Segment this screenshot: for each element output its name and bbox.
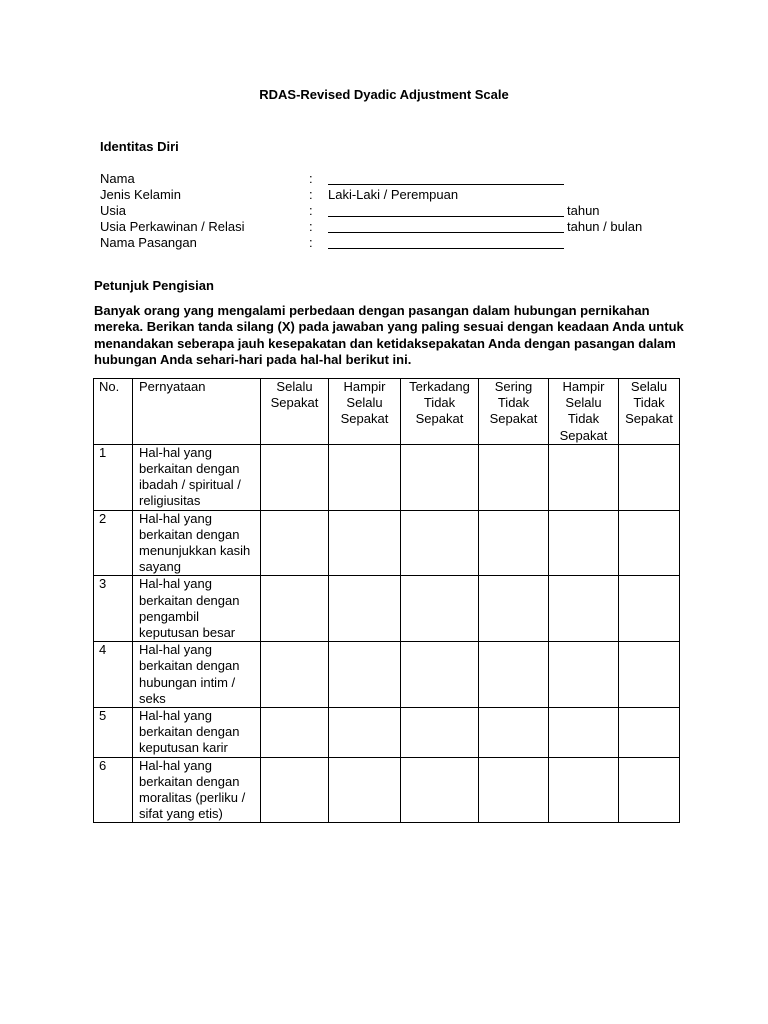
answer-cell[interactable]	[619, 576, 680, 642]
document-title: RDAS-Revised Dyadic Adjustment Scale	[259, 87, 509, 102]
row-number: 2	[94, 510, 133, 576]
answer-cell[interactable]	[619, 757, 680, 823]
row-number: 6	[94, 757, 133, 823]
answer-cell[interactable]	[619, 708, 680, 758]
answer-cell[interactable]	[479, 444, 549, 510]
answer-cell[interactable]	[479, 510, 549, 576]
field-colon: :	[309, 203, 313, 218]
header-no: No.	[94, 379, 133, 445]
usia-unit: tahun	[567, 203, 600, 218]
row-number: 1	[94, 444, 133, 510]
instructions-text: Banyak orang yang mengalami perbedaan dengan pasangan dalam hubungan pernikahan mereka. Berikan tanda silang (X) pada jawaban yang paling sesuai dengan keadaan Anda untuk menandakan seberapa jauh kesepakatan dan ketidaksepakatan Anda dengan pasangan dalam hubungan Anda sehari-hari pada hal-hal berikut ini.	[94, 303, 684, 367]
row-statement: Hal-hal yang berkaitan dengan moralitas (perliku / sifat yang etis)	[133, 757, 261, 823]
header-option: Hampir Selalu Sepakat	[329, 379, 401, 445]
answer-cell[interactable]	[261, 708, 329, 758]
field-colon: :	[309, 187, 313, 202]
answer-cell[interactable]	[329, 757, 401, 823]
table-row	[94, 510, 680, 576]
header-option: Sering Tidak Sepakat	[479, 379, 549, 445]
header-statement: Pernyataan	[133, 379, 261, 445]
table-row	[94, 642, 680, 708]
row-statement: Hal-hal yang berkaitan dengan menunjukkan kasih sayang	[133, 510, 261, 576]
answer-cell[interactable]	[549, 444, 619, 510]
answer-cell[interactable]	[329, 708, 401, 758]
row-statement: Hal-hal yang berkaitan dengan hubungan intim / seks	[133, 642, 261, 708]
answer-cell[interactable]	[479, 576, 549, 642]
row-statement: Hal-hal yang berkaitan dengan keputusan karir	[133, 708, 261, 758]
table-row	[94, 757, 680, 823]
answer-cell[interactable]	[329, 510, 401, 576]
rating-table	[93, 378, 680, 823]
field-colon: :	[309, 171, 313, 186]
field-label: Usia	[100, 203, 127, 218]
answer-cell[interactable]	[549, 708, 619, 758]
answer-cell[interactable]	[329, 642, 401, 708]
answer-cell[interactable]	[401, 444, 479, 510]
usia-perkawinan-unit: tahun / bulan	[567, 219, 643, 234]
header-option: Hampir Selalu Tidak Sepakat	[549, 379, 619, 445]
table-row	[94, 444, 680, 510]
field-label: Jenis Kelamin	[100, 187, 181, 202]
answer-cell[interactable]	[261, 510, 329, 576]
answer-cell[interactable]	[401, 510, 479, 576]
nama-blank-line[interactable]	[328, 171, 564, 185]
answer-cell[interactable]	[329, 576, 401, 642]
field-colon: :	[309, 235, 313, 250]
answer-cell[interactable]	[261, 444, 329, 510]
table-row	[94, 708, 680, 758]
answer-cell[interactable]	[619, 444, 680, 510]
nama-pasangan-blank-line[interactable]	[328, 235, 564, 249]
answer-cell[interactable]	[329, 444, 401, 510]
answer-cell[interactable]	[619, 510, 680, 576]
row-statement: Hal-hal yang berkaitan dengan ibadah / spiritual / religiusitas	[133, 444, 261, 510]
answer-cell[interactable]	[619, 642, 680, 708]
header-option: Terkadang Tidak Sepakat	[401, 379, 479, 445]
table-row	[94, 576, 680, 642]
row-statement: Hal-hal yang berkaitan dengan pengambil keputusan besar	[133, 576, 261, 642]
answer-cell[interactable]	[549, 757, 619, 823]
answer-cell[interactable]	[401, 708, 479, 758]
usia-perkawinan-blank-line[interactable]	[328, 219, 564, 233]
answer-cell[interactable]	[479, 642, 549, 708]
answer-cell[interactable]	[479, 757, 549, 823]
row-number: 5	[94, 708, 133, 758]
table-header-row	[94, 379, 680, 445]
row-number: 3	[94, 576, 133, 642]
answer-cell[interactable]	[549, 510, 619, 576]
answer-cell[interactable]	[261, 757, 329, 823]
field-colon: :	[309, 219, 313, 234]
header-option: Selalu Sepakat	[261, 379, 329, 445]
answer-cell[interactable]	[401, 757, 479, 823]
answer-cell[interactable]	[549, 576, 619, 642]
answer-cell[interactable]	[261, 642, 329, 708]
instructions-heading: Petunjuk Pengisian	[94, 278, 214, 293]
answer-cell[interactable]	[401, 576, 479, 642]
header-option: Selalu Tidak Sepakat	[619, 379, 680, 445]
field-label: Usia Perkawinan / Relasi	[100, 219, 245, 234]
usia-blank-line[interactable]	[328, 203, 564, 217]
answer-cell[interactable]	[549, 642, 619, 708]
field-label: Nama Pasangan	[100, 235, 197, 250]
identity-heading: Identitas Diri	[100, 139, 179, 154]
answer-cell[interactable]	[261, 576, 329, 642]
jenis-kelamin-value[interactable]: Laki-Laki / Perempuan	[328, 187, 459, 202]
answer-cell[interactable]	[401, 642, 479, 708]
row-number: 4	[94, 642, 133, 708]
field-label: Nama	[100, 171, 135, 186]
answer-cell[interactable]	[479, 708, 549, 758]
